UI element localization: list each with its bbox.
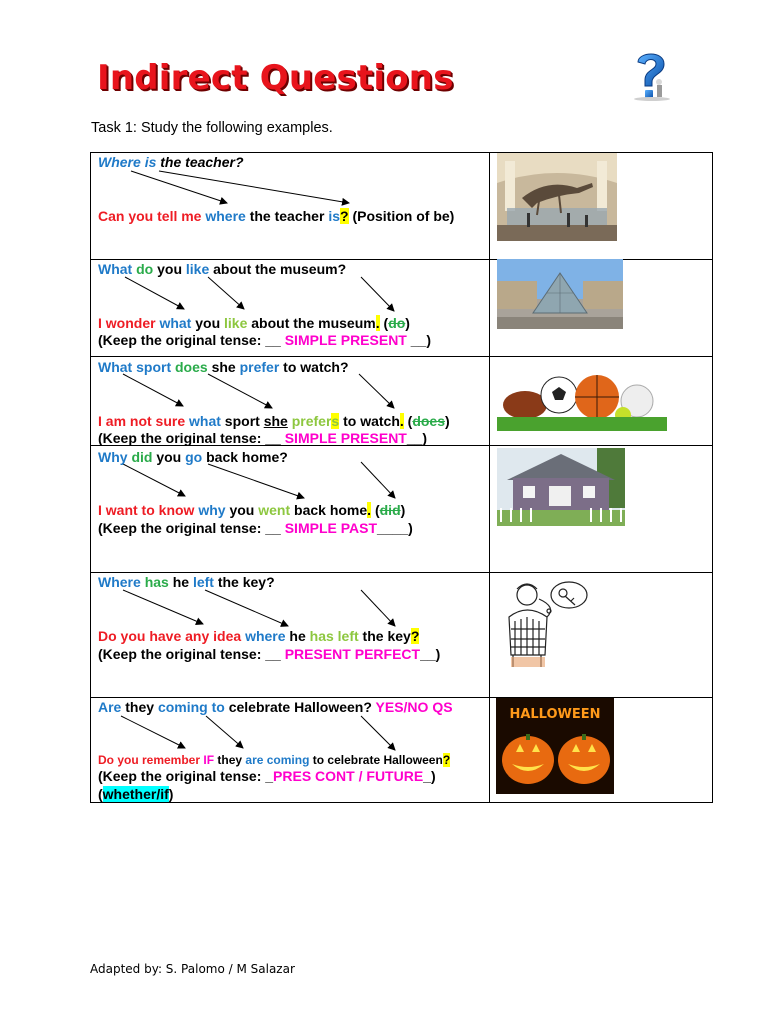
row1-question: Where is the teacher? xyxy=(98,154,244,170)
louvre-pyramid-image xyxy=(497,259,623,329)
row3-question: What sport does she prefer to watch? xyxy=(98,359,349,375)
row6-tense: (Keep the original tense: _PRES CONT / FUTURE_) xyxy=(98,768,436,784)
row5-answer: Do you have any idea where he has left the key? xyxy=(98,628,420,644)
row3-tense: (Keep the original tense: __ SIMPLE PRESENT__) xyxy=(98,430,428,446)
row6-question: Are they coming to celebrate Halloween? YES/NO QS xyxy=(98,699,453,715)
footer-credit: Adapted by: S. Palomo / M Salazar xyxy=(90,962,295,976)
house-image xyxy=(497,448,625,526)
row5-tense: (Keep the original tense: __ PRESENT PERFECT__) xyxy=(98,646,441,662)
confused-man-key-image xyxy=(495,577,605,669)
examples-table xyxy=(90,152,713,803)
question-mark-icon xyxy=(628,48,674,102)
row3-answer: I am not sure what sport she prefers to watch. (does) xyxy=(98,413,450,429)
row2-tense: (Keep the original tense: __ SIMPLE PRESENT __) xyxy=(98,332,431,348)
row4-tense: (Keep the original tense: __ SIMPLE PAST____) xyxy=(98,520,413,536)
page-title: Indirect Questions xyxy=(97,58,454,98)
row1-answer: Can you tell me where the teacher is? (Position of be) xyxy=(98,208,455,224)
museum-dinosaur-image xyxy=(497,153,617,241)
row2-answer: I wonder what you like about the museum. (do) xyxy=(98,315,410,331)
task-instruction: Task 1: Study the following examples. xyxy=(91,120,333,136)
svg-text:HALLOWEEN: HALLOWEEN xyxy=(509,707,601,722)
row5-question: Where has he left the key? xyxy=(98,574,275,590)
row4-question: Why did you go back home? xyxy=(98,449,288,465)
halloween-pumpkins-image xyxy=(496,698,614,794)
row2-question: What do you like about the museum? xyxy=(98,261,347,277)
row6-answer: Do you remember IF they are coming to celebrate Halloween? xyxy=(98,753,451,767)
sports-balls-image xyxy=(497,363,667,431)
row4-answer: I want to know why you went back home. (did) xyxy=(98,502,406,518)
row6-whether-if: (whether/if) xyxy=(98,786,174,802)
